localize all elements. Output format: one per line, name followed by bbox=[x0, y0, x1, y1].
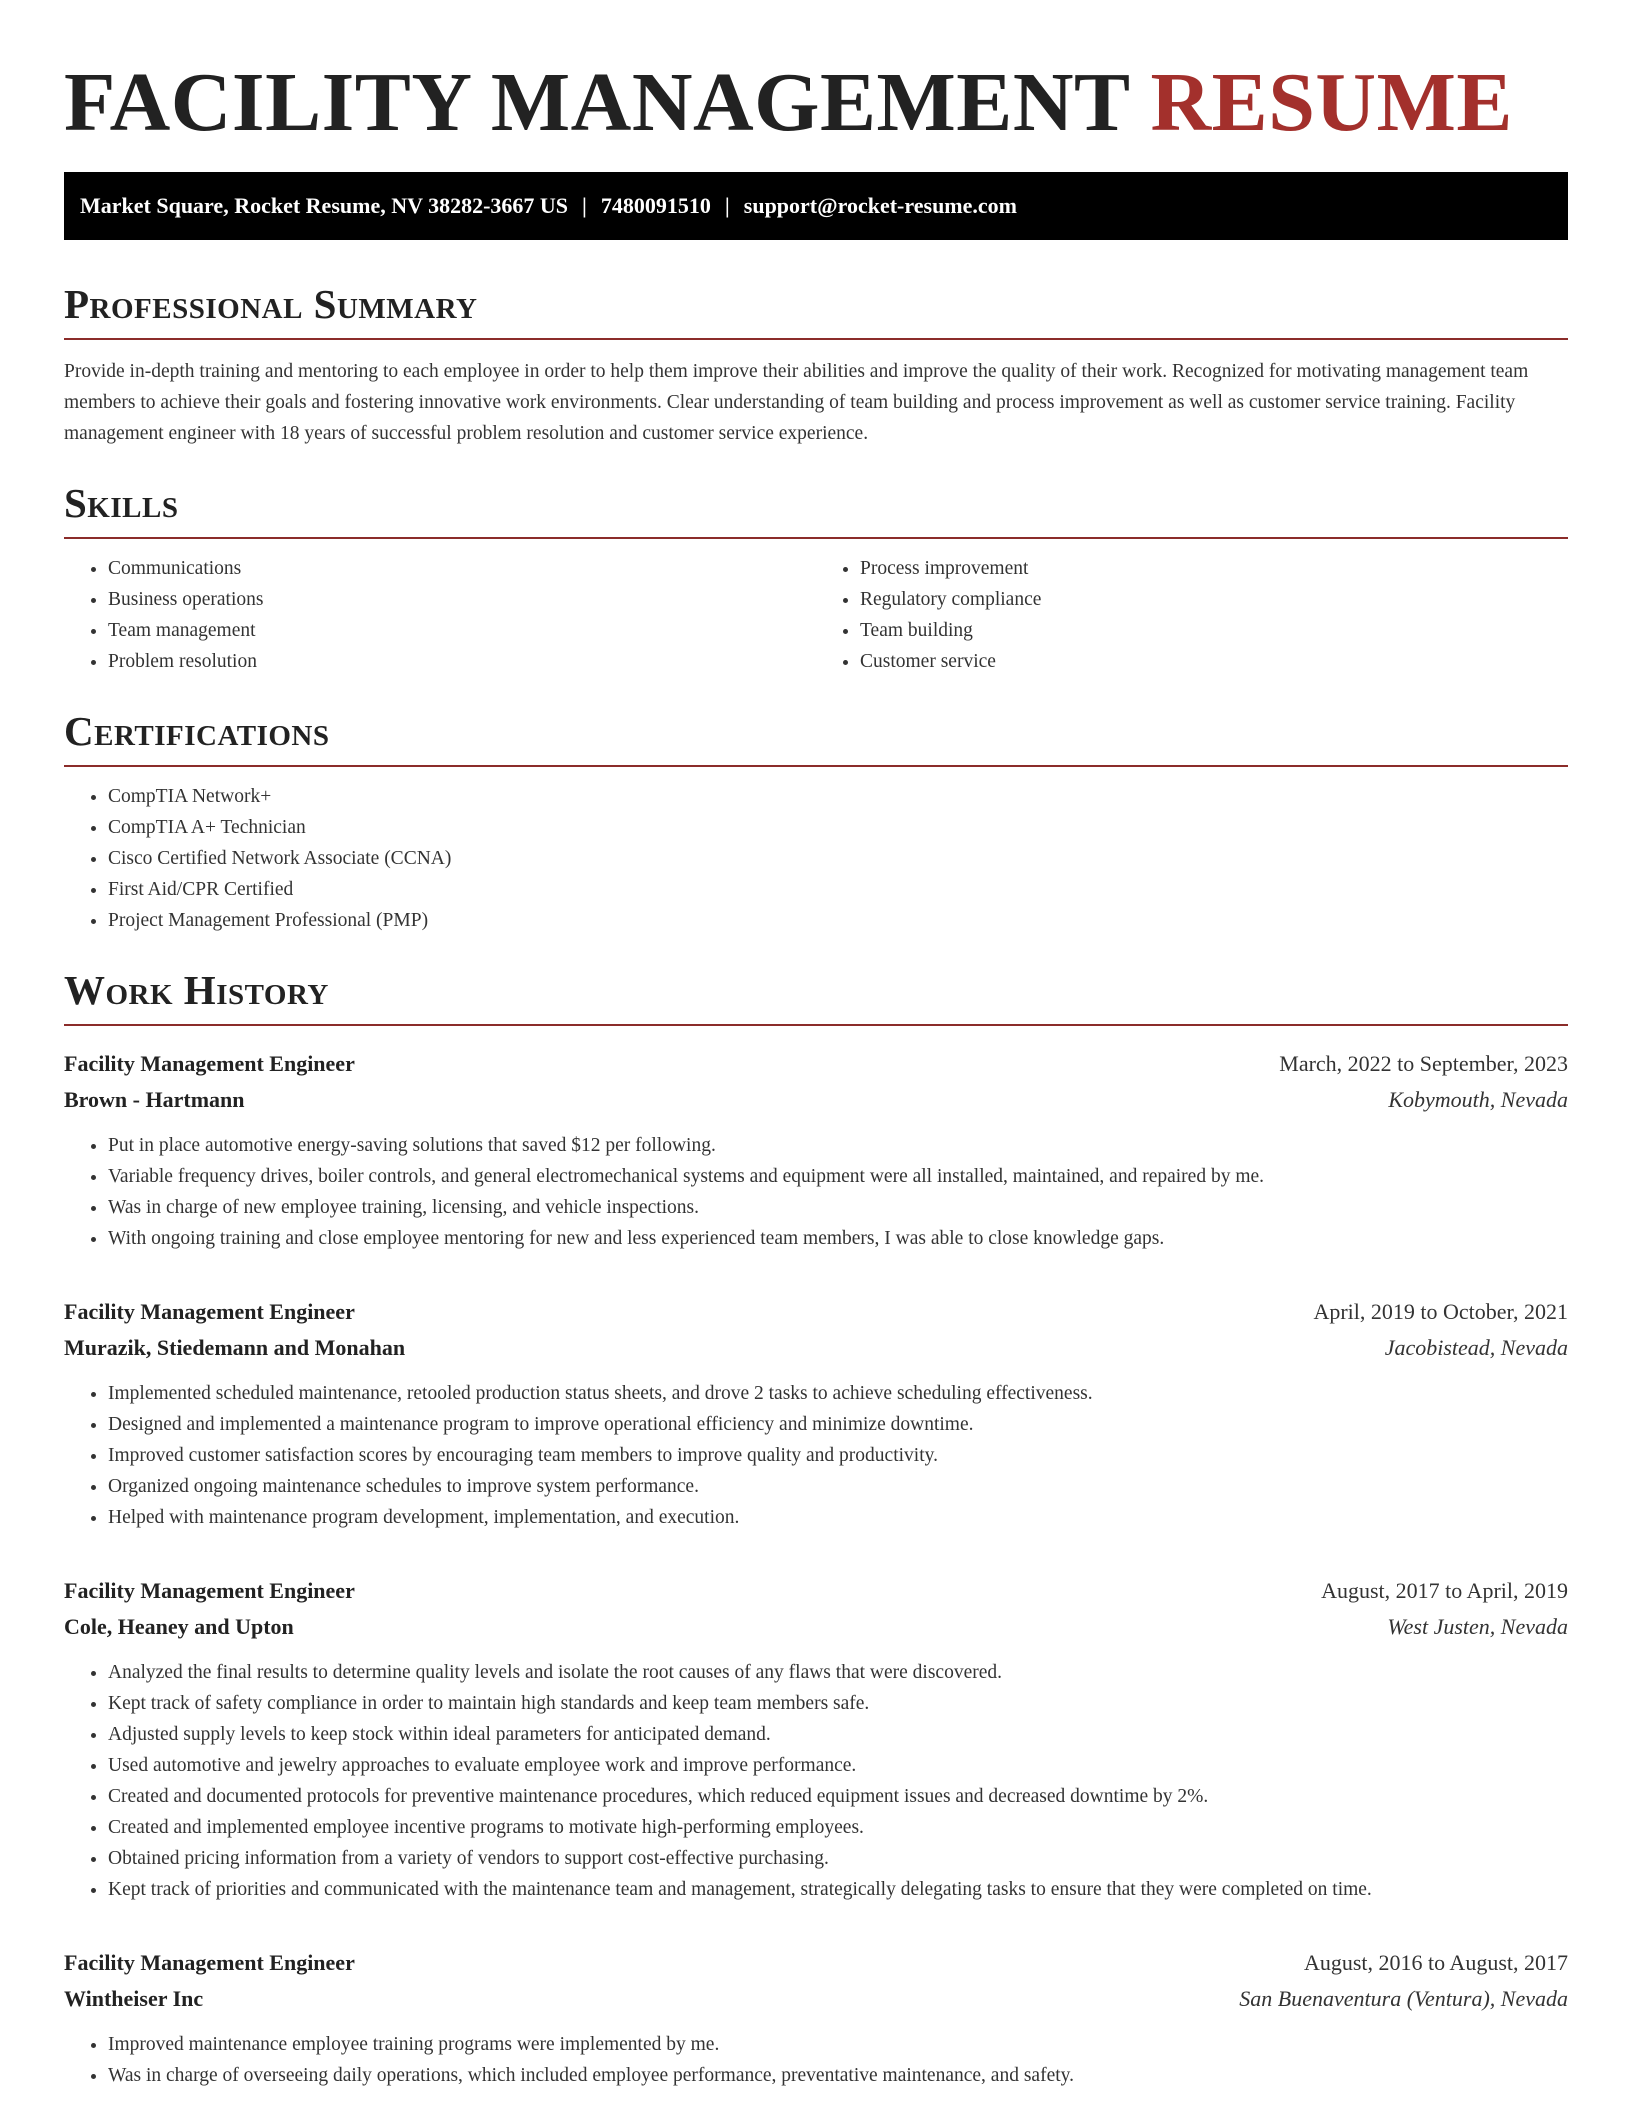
job-bullet: • Was in charge of new employee training, licensing, and vehicle inspections. bbox=[108, 1192, 1568, 1223]
contact-separator: | bbox=[724, 193, 730, 218]
job-bullet: • Improved maintenance employee training programs were implemented by me. bbox=[108, 2029, 1568, 2060]
job-bullet: • Implemented scheduled maintenance, retooled production status sheets, and drove 2 tasks to achieve scheduling effectiveness. bbox=[108, 1378, 1568, 1409]
skill-item: • Business operations bbox=[108, 584, 816, 615]
job-title: Facility Management Engineer bbox=[64, 1950, 355, 1975]
job-entry bbox=[64, 1945, 1568, 2091]
job-entry bbox=[64, 1294, 1568, 1533]
job-entry bbox=[64, 1046, 1568, 1254]
job-bullet: • Analyzed the final results to determine quality levels and isolate the root causes of any flaws that were discovered. bbox=[108, 1657, 1568, 1688]
skills-list-left bbox=[64, 553, 816, 677]
job-bullet: • Put in place automotive energy-saving solutions that saved $12 per following. bbox=[108, 1130, 1568, 1161]
job-bullet: • With ongoing training and close employee mentoring for new and less experienced team members, I was able to close knowledge gaps. bbox=[108, 1223, 1568, 1254]
certification-item: • Project Management Professional (PMP) bbox=[108, 905, 1568, 936]
skill-item: • Process improvement bbox=[860, 553, 1568, 584]
contact-address: Market Square, Rocket Resume, NV 38282-3667 US bbox=[80, 193, 569, 218]
certification-item: • Cisco Certified Network Associate (CCNA) bbox=[108, 843, 1568, 874]
job-dates: August, 2017 to April, 2019 bbox=[1321, 1578, 1568, 1603]
certification-item: • First Aid/CPR Certified bbox=[108, 874, 1568, 905]
skill-item: • Team management bbox=[108, 615, 816, 646]
section-heading: Certifications bbox=[64, 705, 1568, 767]
job-company-row bbox=[64, 1082, 1568, 1118]
job-title: Facility Management Engineer bbox=[64, 1299, 355, 1324]
job-bullet: • Improved customer satisfaction scores by encouraging team members to improve quality and productivity. bbox=[108, 1440, 1568, 1471]
job-company: Cole, Heaney and Upton bbox=[64, 1614, 294, 1639]
job-bullet: • Obtained pricing information from a variety of vendors to support cost-effective purchasing. bbox=[108, 1843, 1568, 1874]
job-bullet: • Kept track of safety compliance in order to maintain high standards and keep team members safe. bbox=[108, 1688, 1568, 1719]
job-bullet: • Organized ongoing maintenance schedules to improve system performance. bbox=[108, 1471, 1568, 1502]
skill-item: • Problem resolution bbox=[108, 646, 816, 677]
job-company: Murazik, Stiedemann and Monahan bbox=[64, 1335, 406, 1360]
work-history-section bbox=[64, 964, 1568, 2091]
job-bullets bbox=[64, 1378, 1568, 1533]
job-bullet: • Helped with maintenance program development, implementation, and execution. bbox=[108, 1502, 1568, 1533]
job-bullets bbox=[64, 2029, 1568, 2091]
contact-phone: 7480091510 bbox=[600, 193, 711, 218]
job-bullets bbox=[64, 1130, 1568, 1254]
certification-item: • CompTIA A+ Technician bbox=[108, 812, 1568, 843]
job-bullet: • Designed and implemented a maintenance program to improve operational efficiency and minimize downtime. bbox=[108, 1409, 1568, 1440]
job-company-row bbox=[64, 1330, 1568, 1366]
job-header-row bbox=[64, 1294, 1568, 1330]
job-dates: August, 2016 to August, 2017 bbox=[1303, 1950, 1568, 1975]
job-bullet: • Created and documented protocols for preventive maintenance procedures, which reduced equipment issues and decreased downtime by 2%. bbox=[108, 1781, 1568, 1812]
summary-text: Provide in-depth training and mentoring to each employee in order to help them improve their abilities and improve the quality of their work. Recognized for motivating management team members to achieve their goals and fostering innovative work environments. Clear understanding of team building and process improvement as well as customer service training. Facility management engineer with 18 years of successful problem resolution and customer service experience. bbox=[64, 361, 1529, 444]
job-bullet: • Created and implemented employee incentive programs to motivate high-performing employees. bbox=[108, 1812, 1568, 1843]
skill-item: • Regulatory compliance bbox=[860, 584, 1568, 615]
skills-section bbox=[64, 477, 1568, 677]
professional-summary-section bbox=[64, 278, 1568, 449]
section-heading: Skills bbox=[64, 477, 1568, 539]
job-bullet: • Adjusted supply levels to keep stock within ideal parameters for anticipated demand. bbox=[108, 1719, 1568, 1750]
job-header-row bbox=[64, 1046, 1568, 1082]
job-location: Kobymouth, Nevada bbox=[1388, 1087, 1568, 1112]
job-company-row bbox=[64, 1609, 1568, 1645]
job-company: Wintheiser Inc bbox=[64, 1986, 204, 2011]
section-heading: Professional Summary bbox=[64, 278, 1568, 340]
certification-item: • CompTIA Network+ bbox=[108, 781, 1568, 812]
contact-bar bbox=[64, 172, 1568, 240]
job-header-row bbox=[64, 1945, 1568, 1981]
job-title: Facility Management Engineer bbox=[64, 1051, 355, 1076]
resume-title bbox=[64, 48, 1568, 158]
job-location: West Justen, Nevada bbox=[1387, 1614, 1568, 1639]
job-title: Facility Management Engineer bbox=[64, 1578, 355, 1603]
certifications-section bbox=[64, 705, 1568, 936]
job-bullets bbox=[64, 1657, 1568, 1905]
job-bullet: • Kept track of priorities and communicated with the maintenance team and management, strategically delegating tasks to ensure that they were completed on time. bbox=[108, 1874, 1568, 1905]
job-location: Jacobistead, Nevada bbox=[1384, 1335, 1568, 1360]
job-company: Brown - Hartmann bbox=[64, 1087, 245, 1112]
title-main: FACILITY MANAGEMENT bbox=[64, 56, 1129, 149]
job-entry bbox=[64, 1573, 1568, 1905]
certifications-list bbox=[64, 781, 1568, 936]
skill-item: • Communications bbox=[108, 553, 816, 584]
job-bullet: • Was in charge of overseeing daily operations, which included employee performance, preventative maintenance, and safety. bbox=[108, 2060, 1568, 2091]
job-bullet: • Variable frequency drives, boiler controls, and general electromechanical systems and equipment were all installed, maintained, and repaired by me. bbox=[108, 1161, 1568, 1192]
contact-separator: | bbox=[582, 193, 587, 218]
job-dates: April, 2019 to October, 2021 bbox=[1313, 1299, 1568, 1324]
job-header-row bbox=[64, 1573, 1568, 1609]
title-accent: RESUME bbox=[1150, 56, 1513, 149]
section-heading: Work History bbox=[64, 964, 1568, 1026]
job-dates: March, 2022 to September, 2023 bbox=[1279, 1051, 1568, 1076]
skill-item: • Customer service bbox=[860, 646, 1568, 677]
job-location: San Buenaventura (Ventura), Nevada bbox=[1239, 1986, 1568, 2011]
contact-email: support@rocket-resume.com bbox=[743, 193, 1017, 218]
job-bullet: • Used automotive and jewelry approaches to evaluate employee work and improve performance. bbox=[108, 1750, 1568, 1781]
skills-grid bbox=[64, 539, 1568, 677]
skill-item: • Team building bbox=[860, 615, 1568, 646]
job-company-row bbox=[64, 1981, 1568, 2017]
skills-list-right bbox=[816, 553, 1568, 677]
